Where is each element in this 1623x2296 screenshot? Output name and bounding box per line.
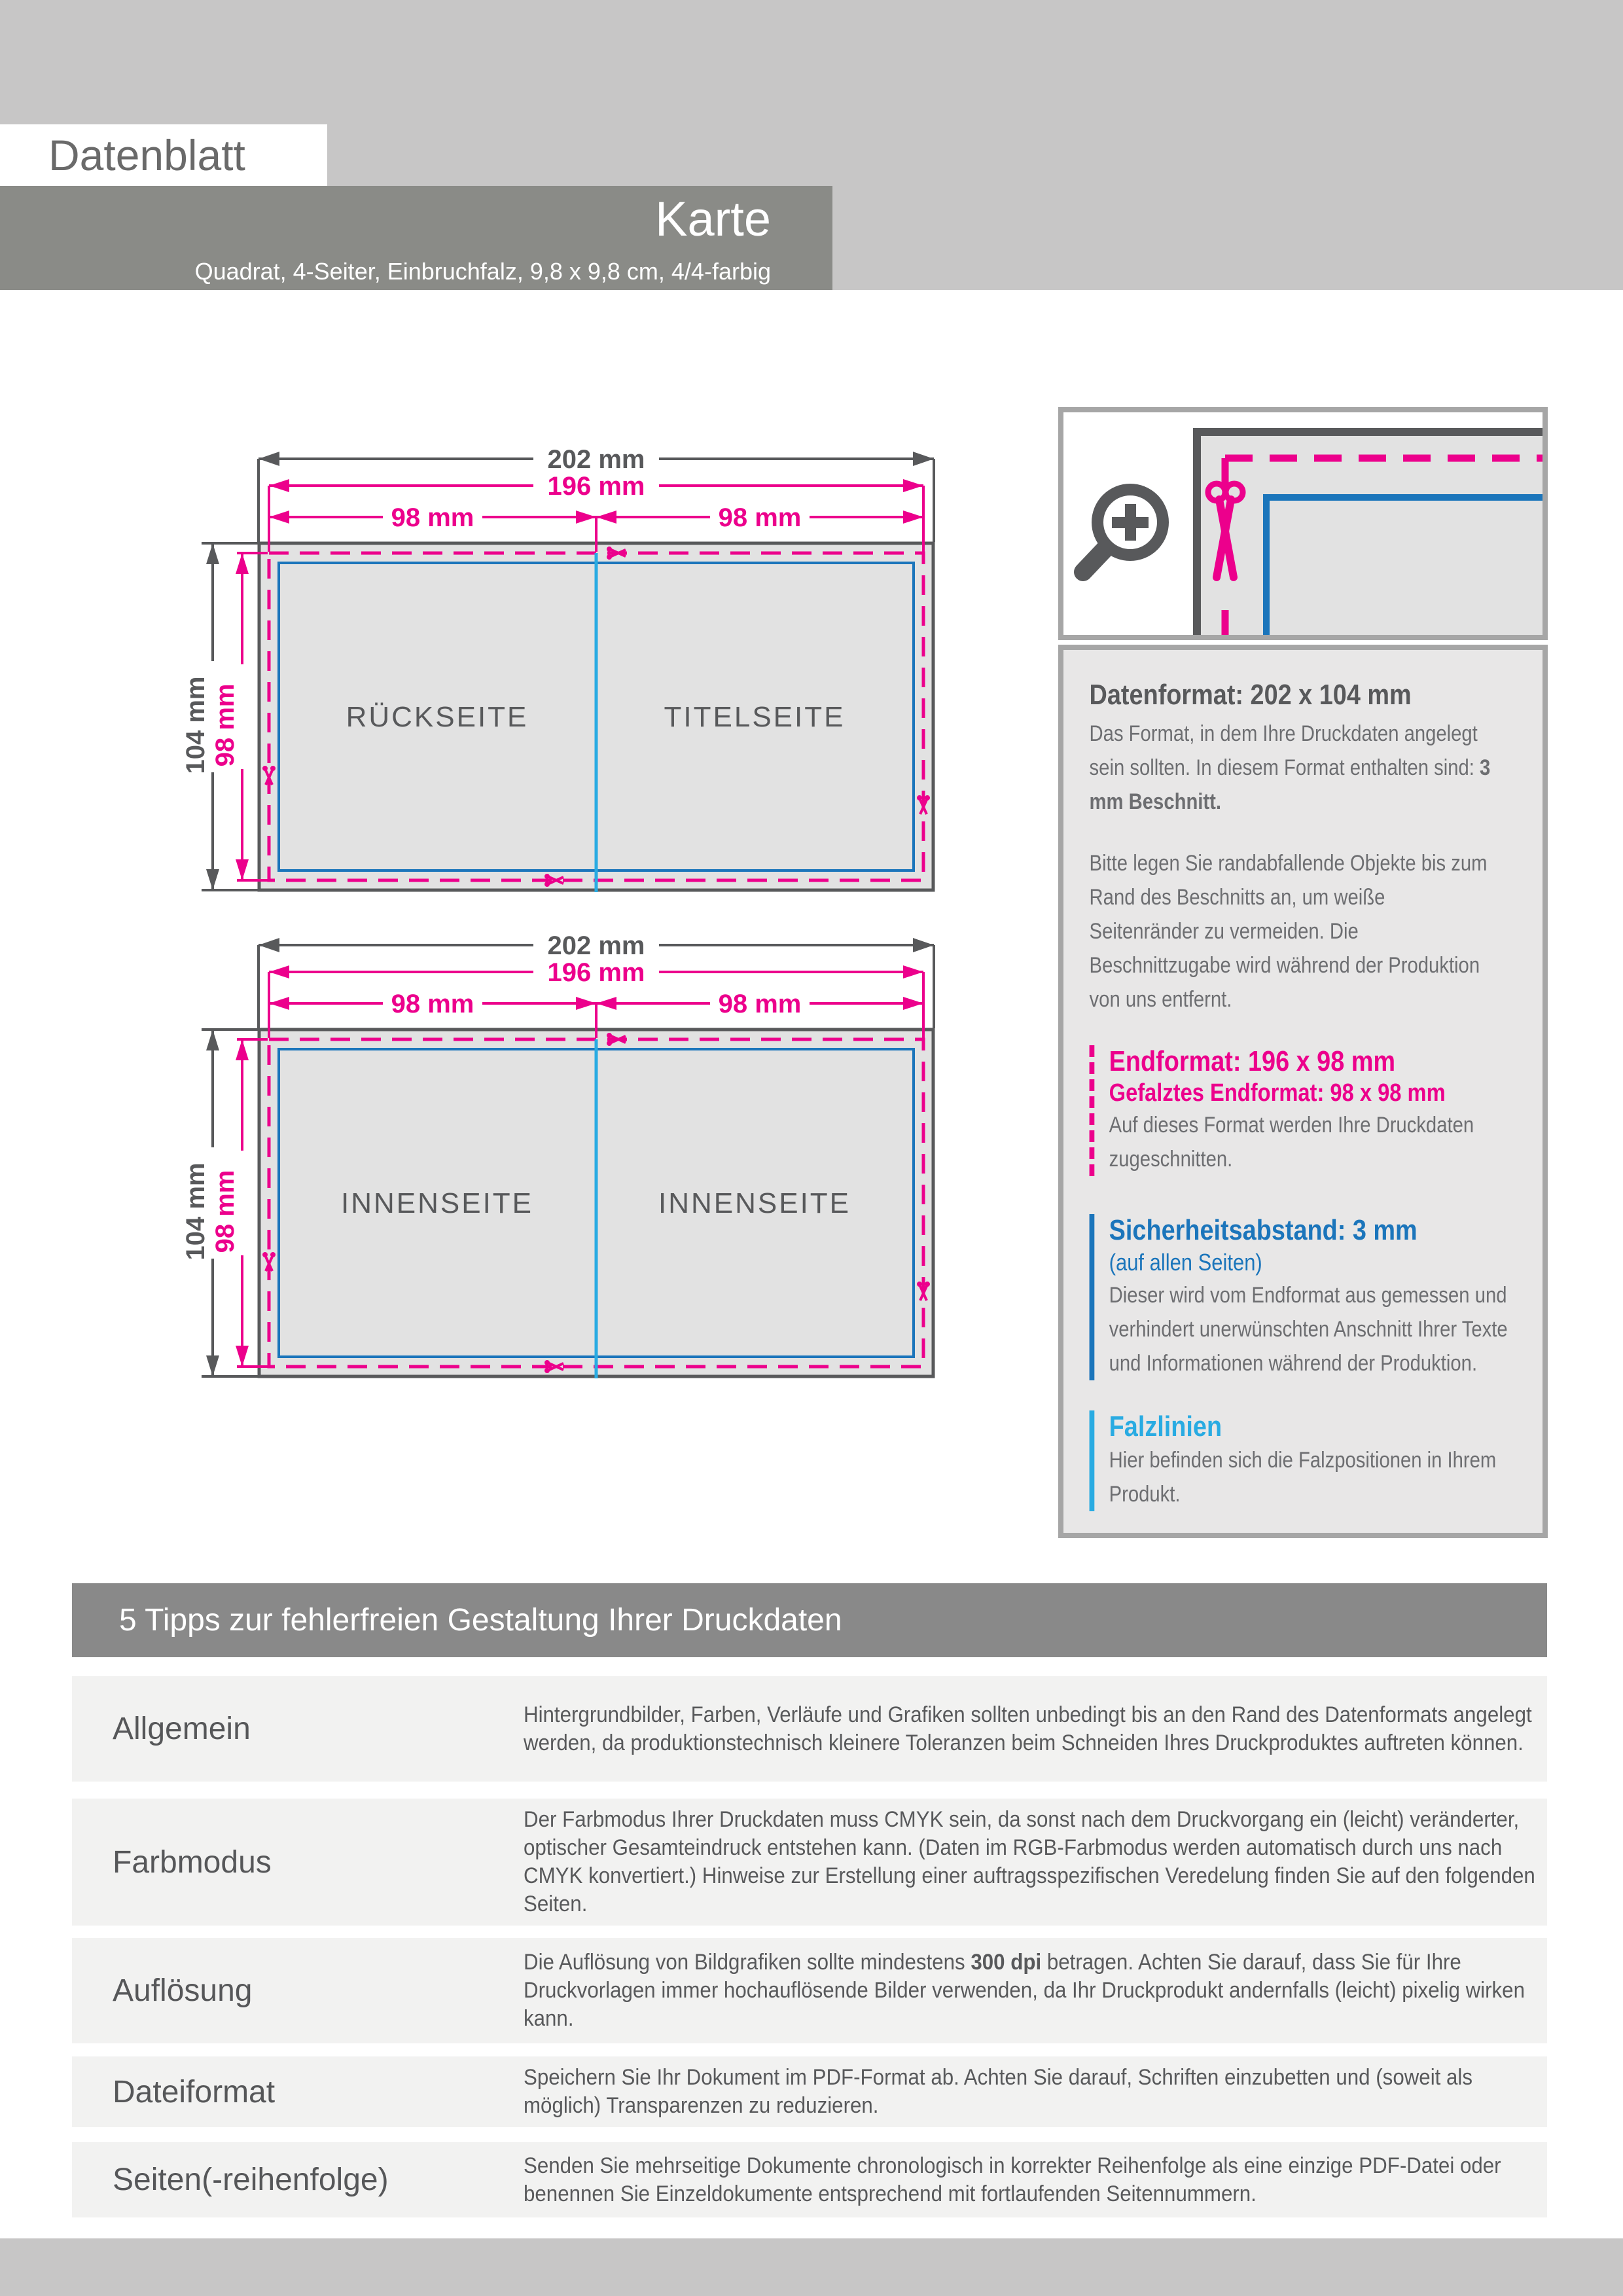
arrowhead [903,511,923,524]
dim-98mm-right-label: 98 mm [718,990,802,1018]
tips-heading: 5 Tipps zur fehlerfreien Gestaltung Ihrer Druckdaten [119,1603,842,1638]
arrowhead [236,1346,249,1367]
datenformat-body-bold: 3 mm Beschnitt. [1089,755,1491,814]
format-info-panel [1058,645,1548,1538]
tips-row-text: Senden Sie mehrseitige Dokumente chronologisch in korrekter Reihenfolge als eine einzige PDF-Datei oder benennen Sie Einzeldokumente entsprechend mit fortlaufenden Seitennummern. [524,2153,1501,2206]
arrowhead [913,452,934,466]
sicherheitsabstand-body: Dieser wird vom Endformat aus gemessen und verhindert unerwünschten Anschnitt Ihrer Texte und Informationen während der Produktion. [1109,1283,1508,1376]
tips-row-label: Seiten(-reihenfolge) [113,2162,389,2197]
legend-illustration [1063,412,1543,635]
arrowhead [236,1039,249,1060]
arrowhead [206,543,219,564]
arrowhead [269,511,289,524]
tips-row-dateiformat [72,2056,1547,2127]
dim-98mm-right-label: 98 mm [718,503,802,532]
endformat-subheading: Gefalztes Endformat: 98 x 98 mm [1109,1079,1446,1107]
dim-196mm-label: 196 mm [547,958,645,987]
tips-row-text: Hintergrundbilder, Farben, Verläufe und Grafiken sollten unbedingt bis an den Rand des Datenformats angelegt werden, da produktionstechnisch kleinere Toleranzen beim Schneiden Ihres Druckproduktes auftreten können. [524,1702,1532,1755]
arrowhead [903,479,923,492]
panel-label-right: TITELSEITE [664,701,846,733]
datenformat-heading: Datenformat: 202 x 104 mm [1089,679,1412,711]
dim-104mm-label: 104 mm [181,1162,210,1261]
tips-row-text: Der Farbmodus Ihrer Druckdaten muss CMYK sein, da sonst nach dem Druckvorgang ein (leicht) veränderter, optischer Gesamteindruck entstehen kann. (Daten im RGB-Farbmodus werden automatisch durch uns nach CMYK konvertiert.) Hinweise zur Erstellung einer auftragsspezifischen Veredelung finden Sie auf den folgenden Seiten. [524,1807,1535,1916]
tips-row-allgemein [72,1676,1547,1782]
datenformat-body-text: Das Format, in dem Ihre Druckdaten angelegt sein sollten. In diesem Format enthalten sind: [1089,721,1480,780]
product-title-bar [0,186,832,290]
arrowhead [596,511,616,524]
arrowhead [236,553,249,574]
doc-label-box [0,124,327,186]
arrowhead [206,1355,219,1376]
sicherheitsabstand-subheading: (auf allen Seiten) [1109,1249,1262,1276]
sicherheitsabstand-block [1090,1214,1508,1380]
arrowhead [903,965,923,978]
arrowhead [913,938,934,952]
falzlinien-block [1090,1410,1497,1511]
arrowhead [259,452,279,466]
legend-illustration-box [1058,407,1548,640]
tips-row-text-post: betragen. Achten Sie darauf, dass Sie für Ihre Druckvorlagen immer hochauflösende Bilder verwenden, da Ihr Druckprodukt andernfalls (leicht) pixelig wirken kann. [524,1950,1525,2031]
tips-row-label: Allgemein [113,1712,251,1746]
datenformat-body2: Bitte legen Sie randabfallende Objekte bis zum Rand des Beschnitts an, um weiße Seitenränder zu vermeiden. Die Beschnittzugabe wird während der Produktion von uns entfernt. [1089,851,1488,1012]
dim-98mm-vertical-label: 98 mm [211,683,240,767]
arrowhead [206,869,219,890]
dim-98mm-left-label: 98 mm [391,990,474,1018]
arrowhead [269,965,289,978]
tips-header-bar [72,1583,1547,1657]
falzlinien-body: Hier befinden sich die Falzpositionen in Ihrem Produkt. [1109,1448,1497,1507]
bleed-area-zoom [1201,436,1543,635]
sicherheitsabstand-heading: Sicherheitsabstand: 3 mm [1109,1214,1418,1246]
dim-202mm-label: 202 mm [547,931,645,960]
endformat-body: Auf dieses Format werden Ihre Druckdaten zugeschnitten. [1109,1113,1474,1172]
arrowhead [269,997,289,1010]
dim-202mm-label: 202 mm [547,445,645,474]
dim-98mm-left-label: 98 mm [391,503,474,532]
diagram-outer-inner-spread-1 [157,432,988,942]
tips-row-seitenreihenfolge [72,2142,1547,2217]
diagram-outer-inner-spread-2 [157,918,988,1429]
arrowhead [269,479,289,492]
dim-196mm-label: 196 mm [547,472,645,501]
tips-row-text [524,1948,1547,2033]
doc-label: Datenblatt [48,131,245,179]
falzlinien-heading: Falzlinien [1109,1410,1222,1443]
endformat-block [1090,1045,1491,1176]
arrowhead [259,938,279,952]
footer-band [0,2238,1623,2296]
dim-104mm-label: 104 mm [181,676,210,774]
zoom-plus-icon [1083,490,1163,572]
product-subtitle: Quadrat, 4-Seiter, Einbruchfalz, 9,8 x 9,8 cm, 4/4-farbig [194,258,771,285]
product-title: Karte [655,192,771,246]
panel-label-left: RÜCKSEITE [346,701,529,733]
tips-row-text: Speichern Sie Ihr Dokument im PDF-Format ab. Achten Sie darauf, Schriften einzubetten und (soweit als möglich) Transparenzen zu reduzieren. [524,2065,1473,2118]
panel-label-right: INNENSEITE [658,1187,851,1219]
panel-label-left: INNENSEITE [340,1187,534,1219]
endformat-heading: Endformat: 196 x 98 mm [1109,1045,1396,1077]
tips-row-farbmodus [72,1799,1547,1926]
arrowhead [903,997,923,1010]
tips-row-text-pre: Die Auflösung von Bildgrafiken sollte mindestens [524,1950,971,1975]
arrowhead [236,859,249,880]
tips-row-label: Dateiformat [113,2074,276,2109]
format-info-content [1063,650,1508,1511]
tips-row-label: Farbmodus [113,1844,272,1880]
arrowhead [576,511,596,524]
arrowhead [576,997,596,1010]
tips-row-aufloesung [72,1938,1547,2043]
arrowhead [596,997,616,1010]
datenformat-block [1090,679,1491,1016]
datenformat-body [1090,717,1495,819]
arrowhead [206,1030,219,1050]
tips-row-label: Auflösung [113,1973,253,2008]
dim-98mm-vertical-label: 98 mm [211,1170,240,1253]
tips-row-text-bold: 300 dpi [971,1950,1042,1975]
